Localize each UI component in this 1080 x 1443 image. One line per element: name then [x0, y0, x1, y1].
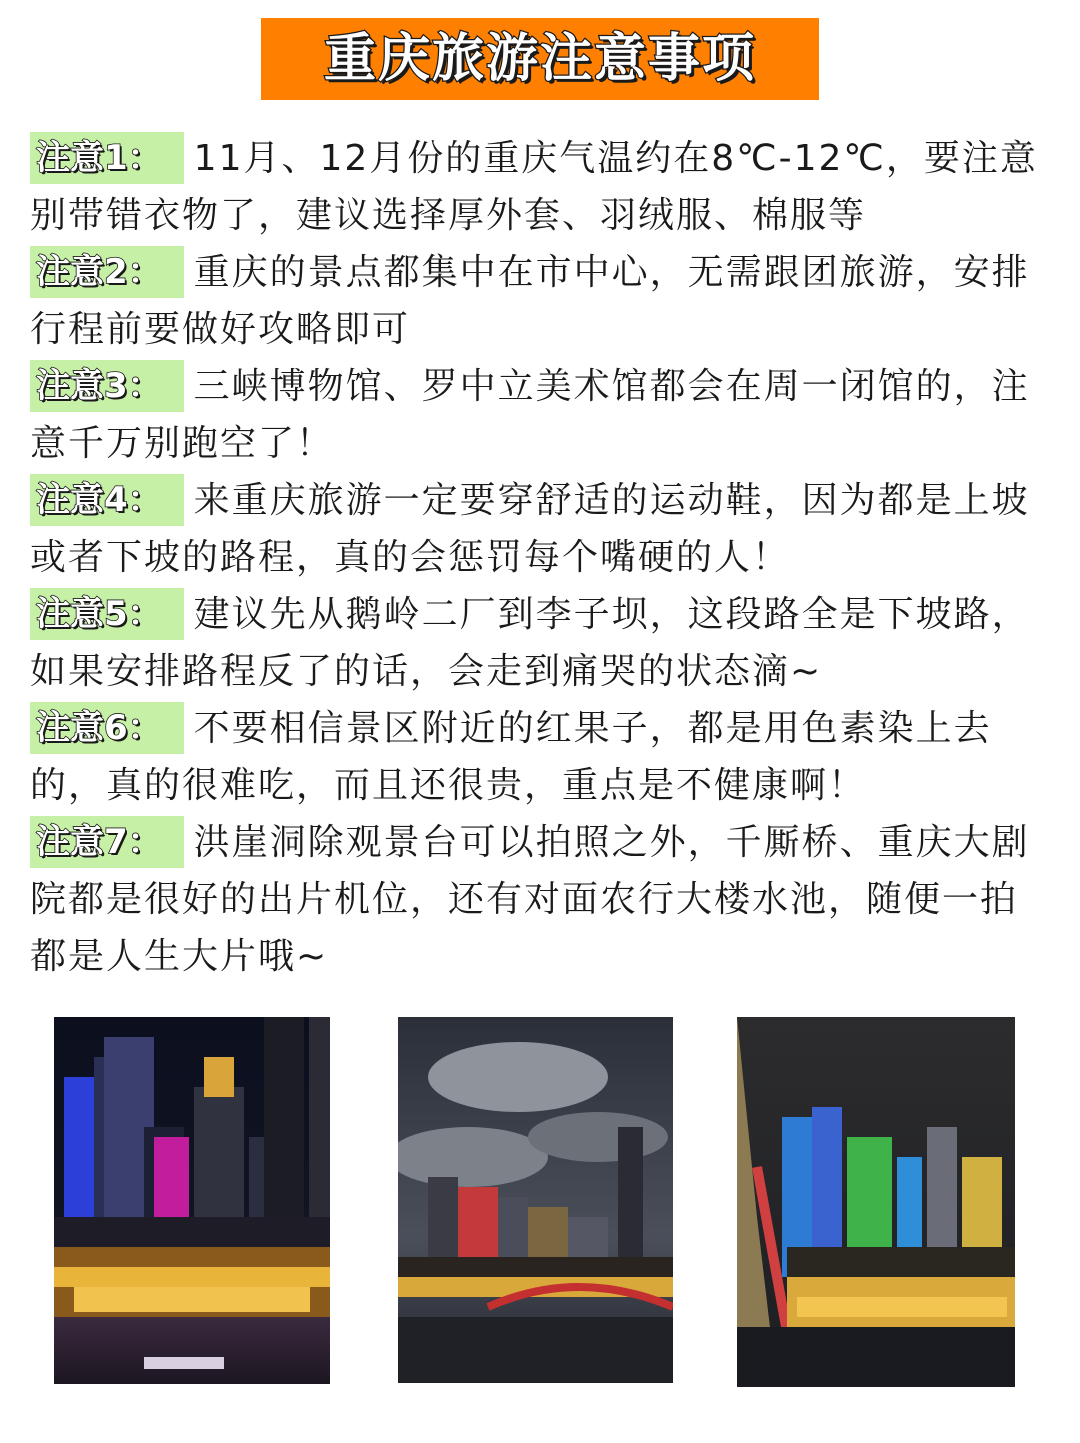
notes-list — [30, 130, 1042, 985]
note-label: 注意7： — [30, 816, 184, 868]
night-skyline-photo-2 — [398, 1017, 673, 1383]
night-skyline-photo-3 — [737, 1017, 1015, 1387]
note-text: 建议先从鹅岭二厂到李子坝，这段路全是下坡路，如果安排路程反了的话，会走到痛哭的状态滴~ — [30, 594, 1030, 692]
page-title: 重庆旅游注意事项 — [323, 29, 756, 89]
note-text: 洪崖洞除观景台可以拍照之外，千厮桥、重庆大剧院都是很好的出片机位，还有对面农行大楼水池，随便一拍都是人生大片哦~ — [30, 822, 1030, 977]
note-label: 注意6： — [30, 702, 184, 754]
note-item — [30, 700, 1042, 814]
note-label: 注意5： — [30, 588, 184, 640]
note-item — [30, 130, 1042, 244]
note-label: 注意2： — [30, 246, 184, 298]
note-text: 重庆的景点都集中在市中心，无需跟团旅游，安排行程前要做好攻略即可 — [30, 252, 1030, 350]
note-label: 注意1： — [30, 132, 184, 184]
note-text: 11月、12月份的重庆气温约在8℃-12℃，要注意别带错衣物了，建议选择厚外套、羽绒服、棉服等 — [30, 138, 1038, 236]
note-text: 不要相信景区附近的红果子，都是用色素染上去的，真的很难吃，而且还很贵，重点是不健康啊！ — [30, 708, 992, 806]
note-item — [30, 586, 1042, 700]
note-item — [30, 814, 1042, 985]
title-banner — [261, 18, 819, 100]
note-label: 注意4： — [30, 474, 184, 526]
night-skyline-photo-1 — [54, 1017, 330, 1384]
note-item — [30, 244, 1042, 358]
note-text: 三峡博物馆、罗中立美术馆都会在周一闭馆的，注意千万别跑空了！ — [30, 366, 1030, 464]
note-label: 注意3： — [30, 360, 184, 412]
note-item — [30, 472, 1042, 586]
note-text: 来重庆旅游一定要穿舒适的运动鞋，因为都是上坡或者下坡的路程，真的会惩罚每个嘴硬的人！ — [30, 480, 1030, 578]
note-item — [30, 358, 1042, 472]
